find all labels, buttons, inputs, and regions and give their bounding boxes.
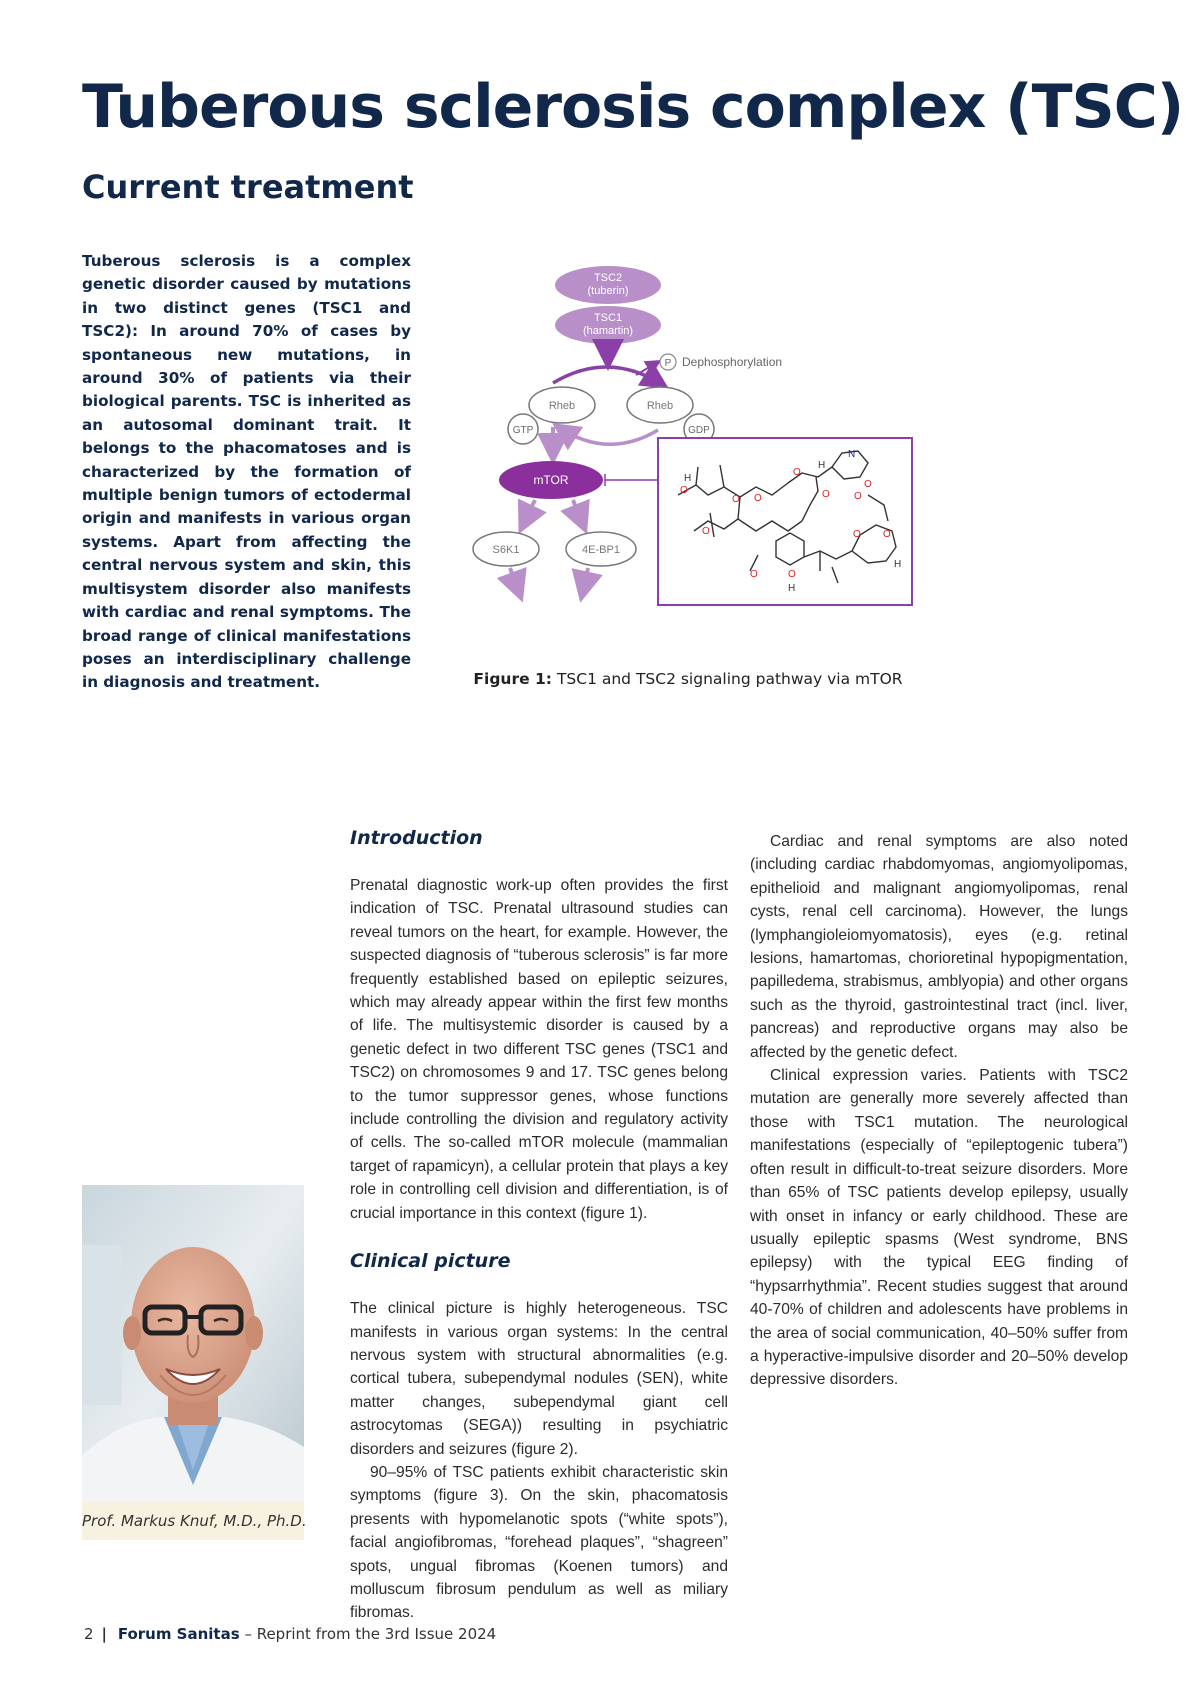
page-subtitle: Current treatment: [82, 168, 414, 206]
author-photo: [82, 1185, 304, 1502]
abstract-text: Tuberous sclerosis is a complex genetic disorder caused by mutations in two distinct genes (TSC1 and TSC2): In around 70% of cases by spontaneous new mutations, in around 30% of patients via their biological parents. TSC is inherited as an autosomal dominant trait. It belongs to the phacomatoses and is characterized by the formation of multiple benign tumors of ectodermal origin and manifests in various organ systems. Apart from affecting the central nervous system and skin, this multisystem disorder also manifests with cardiac and renal symptoms. The broad range of clinical manifestations poses an interdisciplinary challenge in diagnosis and treatment.: [82, 252, 411, 692]
clinical-paragraph-1: The clinical picture is highly heterogeneous. TSC manifests in various organ systems: In the central nervous system with structural abnormalities (e.g. cortical tubera, subependymal nodules (SEN), white matter changes, subependymal giant cell astrocytomas (SEGA)) resulting in psychiatric disorders and seizures (figure 2).: [350, 1300, 728, 1458]
clinical-paragraph-2: 90–95% of TSC patients exhibit characteristic skin symptoms (figure 3). On the skin, phacomatosis presents with hypomelanotic spots (“white spots”), facial angiofibromas, “forehead plaques”, “shagreen” spots, ungual fibromas (Koenen tumors) and molluscum fibrosum pendulum as well as miliary fibromas.: [350, 1463, 728, 1622]
svg-text:O: O: [793, 467, 801, 478]
clinical-paragraph-3: Cardiac and renal symptoms are also noted (including cardiac rhabdomyomas, angiomyolipomas, epithelioid and malignant angiomyolipomas, renal cysts, renal cell carcinoma). However, the lungs (lymphangioleiomyomatosis), eyes (e.g. retinal lesions, hamartomas, chorioretinal hypopigmentation, papilledema, strabismus, amblyopia) and other organs such as the thyroid, gastrointestinal tract (incl. liver, pancreas) and reproductive organs may also be affected by the genetic defect.: [750, 833, 1128, 1061]
tsc2-label: TSC2: [593, 272, 623, 284]
svg-text:H: H: [894, 559, 902, 570]
svg-text:O: O: [750, 569, 758, 580]
4ebp1-label: 4E-BP1: [582, 544, 620, 556]
rapamycin-structure-box: [658, 438, 912, 605]
4ebp1-down-arrow: [582, 568, 588, 595]
introduction-paragraph: Prenatal diagnostic work-up often provides the first indication of TSC. Prenatal ultrasound studies can reveal tumors on the heart, for example. However, the suspected diagnosis of “tuberous sclerosis” is far more frequently established based on epileptic seizures, which may already appear within the first few months of life. The multisystemic disorder is caused by a genetic defect in two different TSC genes (TSC1 and TSC2) on chromosomes 9 and 17. TSC genes belong to the tumor suppressor genes, whose functions include controlling the division and regulatory activity of cells. The so-called mTOR molecule (mammalian target of rapamicyn), a cellular protein that plays a key role in controlling cell division and differentiation, is of crucial importance in this context (figure 1).: [350, 877, 728, 1222]
dephosphorylation-label: Dephosphorylation: [682, 355, 783, 369]
tsc2-sub-label: (tuberin): [587, 285, 629, 297]
svg-text:O: O: [754, 493, 762, 504]
clinical-paragraph-4: Clinical expression varies. Patients with TSC2 mutation are generally more severely affected than those with TSC1 mutation. The neurological manifestations (especially of “epileptogenic tubera”) often result in difficult-to-treat seizure disorders. More than 65% of TSC patients develop epilepsy, usually with onset in infancy or early childhood. These are usually epileptic spasms (West syndrome, BNS epilepsy) with the typical EEG finding of “hypsarrhythmia”. Recent studies suggest that around 40-70% of children and adolescents have problems in the area of social communication, 40–50% suffer from a hyperactive-impulsive disorder and 20–50% develop depressive disorders.: [750, 1067, 1128, 1389]
clinical-picture-heading: Clinical picture: [350, 1250, 511, 1273]
s6k1-down-arrow: [510, 568, 520, 595]
mtor-label: mTOR: [533, 473, 569, 487]
svg-text:N: N: [848, 449, 856, 460]
portrait-caption: Prof. Markus Knuf, M.D., Ph.D.: [82, 1502, 304, 1540]
svg-text:O: O: [732, 494, 740, 505]
page-title: Tuberous sclerosis complex (TSC): [82, 72, 1184, 142]
figure-caption-text: TSC1 and TSC2 signaling pathway via mTOR: [556, 670, 903, 688]
page-number: 2: [84, 1625, 94, 1643]
cycle-arc-bottom: [558, 427, 658, 444]
mtor-to-4ebp1-arrow: [573, 500, 584, 527]
page-footer: 2 | Forum Sanitas – Reprint from the 3rd Issue 2024: [84, 1625, 497, 1643]
author-portrait: [82, 1185, 307, 1530]
figure-caption-label: Figure 1:: [473, 670, 552, 688]
publication-name: Forum Sanitas: [117, 1625, 240, 1643]
svg-text:O: O: [680, 485, 688, 496]
mtor-to-s6k1-arrow: [522, 500, 535, 527]
figure-tsc-pathway: [458, 255, 918, 655]
gtp-label: GTP: [512, 425, 534, 436]
svg-text:H: H: [788, 583, 796, 594]
svg-text:O: O: [853, 529, 861, 540]
svg-text:O: O: [883, 529, 891, 540]
svg-text:O: O: [822, 489, 830, 500]
svg-text:O: O: [864, 479, 872, 490]
introduction-heading: Introduction: [350, 827, 483, 849]
tsc1-label: TSC1: [593, 312, 623, 324]
svg-text:O: O: [702, 526, 710, 537]
gdp-label: GDP: [688, 425, 710, 436]
column-right: [750, 830, 1128, 1392]
svg-text:O: O: [788, 569, 796, 580]
s6k1-label: S6K1: [492, 544, 520, 556]
rheb-left-label: Rheb: [548, 400, 576, 412]
phosphate-label: P: [664, 358, 672, 369]
svg-text:H: H: [818, 460, 826, 471]
rheb-right-label: Rheb: [646, 400, 674, 412]
issue-info: – Reprint from the 3rd Issue 2024: [244, 1625, 497, 1643]
tsc1-sub-label: (hamartin): [582, 325, 634, 337]
svg-text:H: H: [684, 473, 692, 484]
figure-caption: [458, 670, 918, 688]
pathway-diagram: [458, 255, 918, 655]
column-middle: [350, 826, 728, 1625]
svg-text:O: O: [854, 491, 862, 502]
